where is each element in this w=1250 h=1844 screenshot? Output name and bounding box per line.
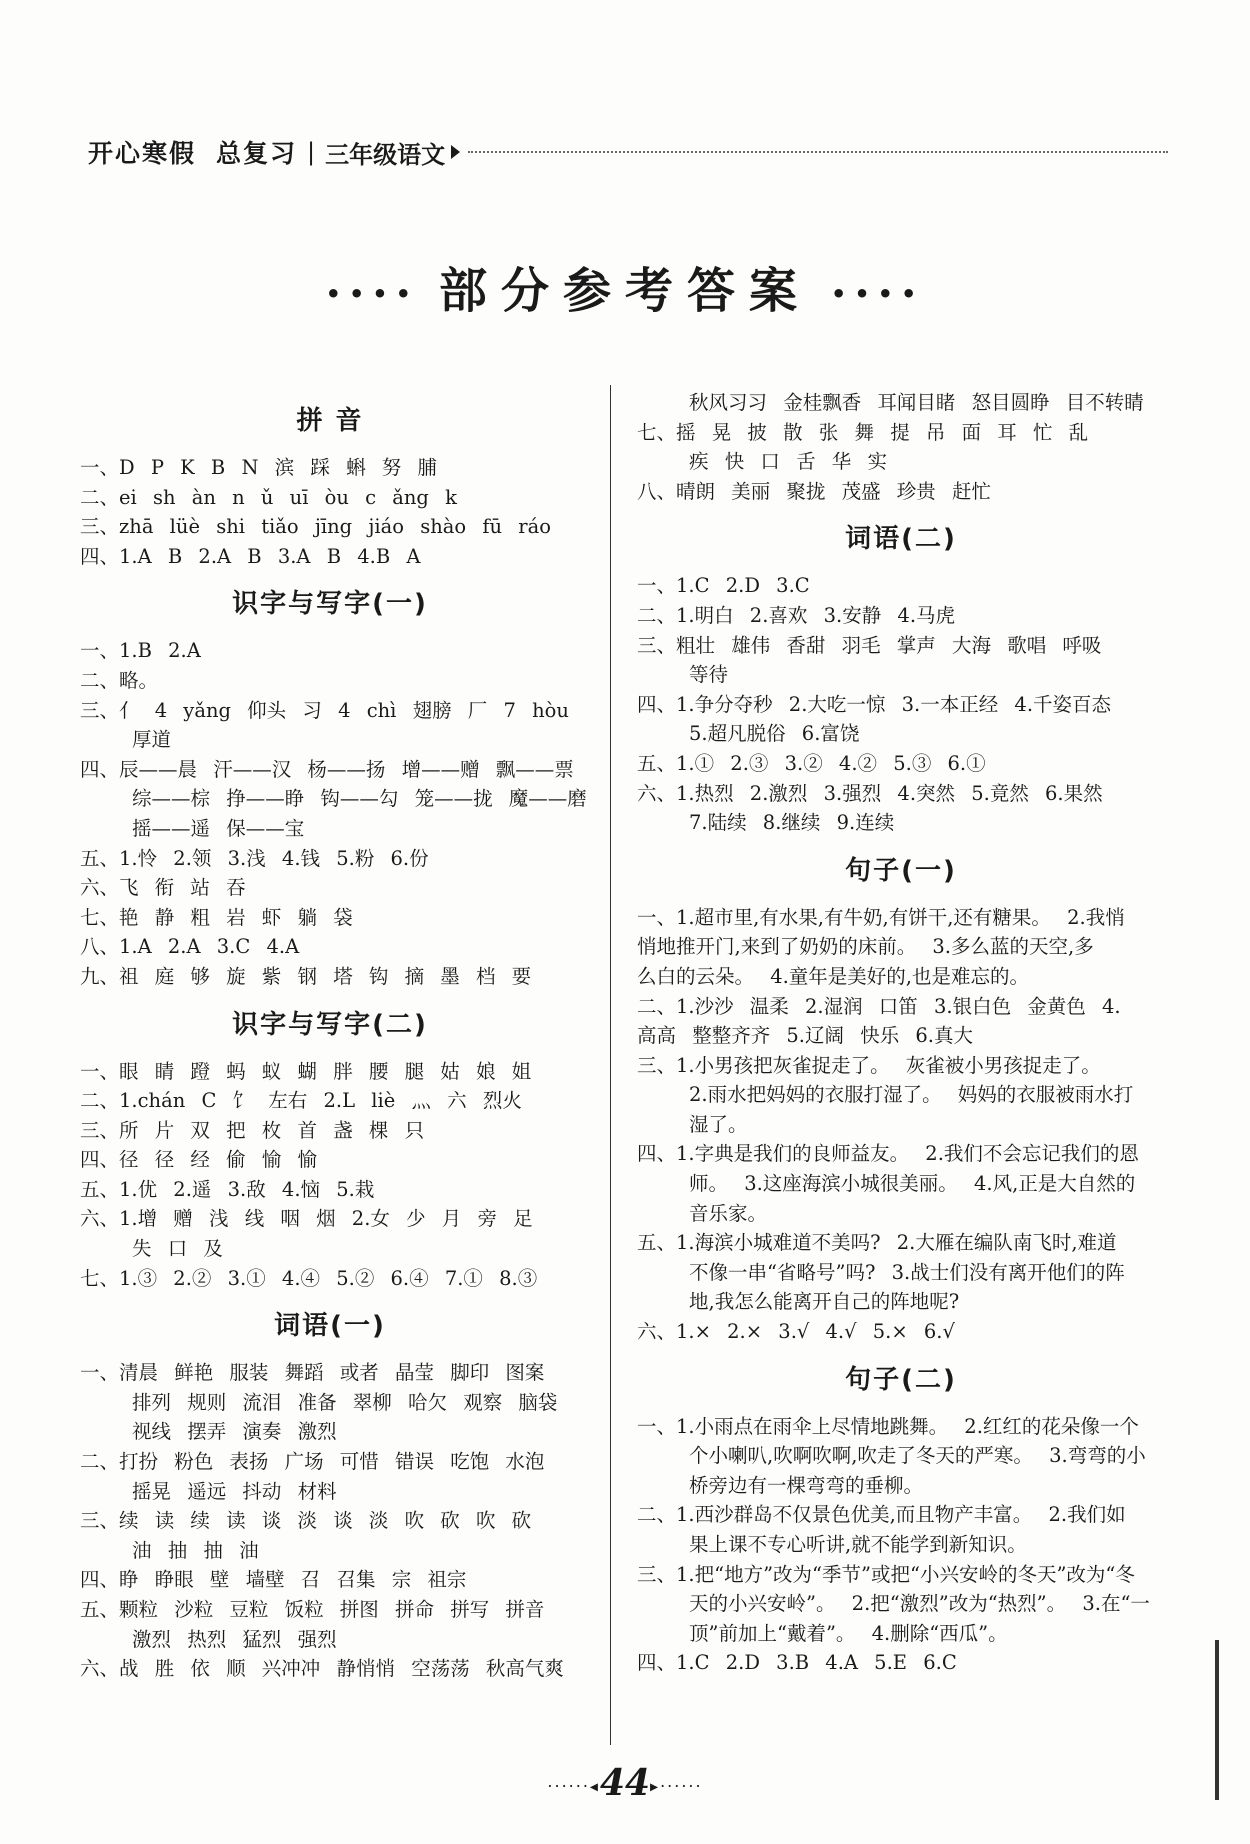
section-title: 拼 音 — [296, 406, 364, 436]
answer-line: 三、续 读 续 读 谈 淡 谈 淡 吹 砍 吹 砍 — [80, 1509, 532, 1533]
title-text: 部分参考答案 — [438, 263, 811, 319]
answer-line: 一、D P K B N 滨 踩 蝌 努 脯 — [80, 456, 438, 479]
answer-line: 七、摇 晃 披 散 张 舞 提 吊 面 耳 忙 乱 — [637, 420, 1089, 444]
answer-line: 视线 摆弄 演奏 激烈 — [132, 1420, 337, 1444]
section-title: 词语(二) — [845, 524, 957, 555]
answer-line: 顶”前加上“戴着”。 4.删除“西瓜”。 — [689, 1621, 1008, 1645]
answer-line: 等待 — [689, 663, 729, 687]
answer-line: 五、1.海滨小城难道不美吗? 2.大雁在编队南飞时,难道 — [637, 1231, 1117, 1255]
answer-line: 地,我怎么能离开自己的阵地呢? — [689, 1290, 960, 1314]
right-column — [637, 388, 1165, 1678]
answer-line: 三、1.小男孩把灰雀捉走了。 灰雀被小男孩捉走了。 — [637, 1053, 1101, 1077]
answer-line: 油 抽 抽 油 — [132, 1538, 259, 1562]
answer-line: 二、1.西沙群岛不仅景色优美,而且物产丰富。 2.我们如 — [637, 1503, 1126, 1527]
answer-section — [637, 850, 1165, 1347]
answer-line: 四、睁 睁眼 壁 墙壁 召 召集 宗 祖宗 — [80, 1568, 467, 1592]
answer-line: 三、亻 4 yǎng 仰头 习 4 chì 翅膀 厂 7 hòu — [80, 698, 569, 722]
answer-line: 二、1.chán C 饣 左右 2.L liè 灬 六 烈火 — [80, 1089, 522, 1113]
answer-line: 桥旁边有一棵弯弯的垂柳。 — [689, 1473, 924, 1497]
answer-section — [80, 583, 587, 991]
answer-line: 疾 快 口 舌 华 实 — [689, 450, 887, 474]
answer-line: 一、1.超市里,有水果,有牛奶,有饼干,还有糖果。 2.我悄 — [637, 905, 1125, 929]
answer-line: 排列 规则 流泪 准备 翠柳 哈欠 观察 脑袋 — [132, 1390, 558, 1414]
answer-line: 高高 整整齐齐 5.辽阔 快乐 6.真大 — [637, 1024, 974, 1048]
answer-line: 摇晃 遥远 抖动 材料 — [132, 1479, 337, 1503]
answer-line: 一、1.小雨点在雨伞上尽情地跳舞。 2.红红的花朵像一个 — [637, 1414, 1139, 1438]
answer-line: 五、1.怜 2.领 3.浅 4.钱 5.粉 6.份 — [80, 846, 429, 870]
answer-line: 四、辰——晨 汗——汉 杨——扬 增——赠 飘——票 — [80, 757, 574, 781]
answer-line: 7.陆续 8.继续 9.连续 — [689, 811, 895, 835]
answer-line: 5.超凡脱俗 6.富饶 — [689, 722, 860, 746]
answer-line: 五、颗粒 沙粒 豆粒 饭粒 拼图 拼命 拼写 拼音 — [80, 1598, 545, 1621]
header-subject: 三年级语文 — [325, 140, 446, 169]
margin-mark — [1215, 1640, 1219, 1800]
section-title: 词语(一) — [274, 1311, 386, 1342]
answer-line: 个小喇叭,吹啊吹啊,吹走了冬天的严寒。 3.弯弯的小 — [689, 1444, 1146, 1468]
section-title: 识字与写字(一) — [232, 589, 428, 620]
section-title: 识字与写字(二) — [232, 1009, 428, 1040]
answer-line: 六、1.× 2.× 3.√ 4.√ 5.× 6.√ — [637, 1320, 955, 1344]
answer-line: 湿了。 — [689, 1112, 748, 1136]
title-dots-left: •••• — [325, 280, 419, 308]
answer-line: 失 口 及 — [132, 1237, 223, 1261]
answer-line: 二、打扮 粉色 表扬 广场 可惜 错误 吃饱 水泡 — [80, 1450, 545, 1474]
answer-section — [637, 518, 1165, 837]
answer-line: 四、1.字典是我们的良师益友。 2.我们不会忘记我们的恩 — [637, 1142, 1139, 1166]
answer-line: 师。 3.这座海滨小城很美丽。 4.风,正是大自然的 — [689, 1172, 1136, 1196]
answer-line: 悄地推开门,来到了奶奶的床前。 3.多么蓝的天空,多 — [637, 935, 1094, 959]
answer-line: 五、1.优 2.遥 3.敌 4.恼 5.栽 — [80, 1177, 375, 1201]
answer-line: 天的小兴安岭”。 2.把“激烈”改为“热烈”。 3.在“一 — [689, 1592, 1150, 1616]
answer-line: 厚道 — [132, 728, 172, 752]
answer-line: 2.雨水把妈妈的衣服打湿了。 妈妈的衣服被雨水打 — [689, 1083, 1134, 1107]
footer-dots-right: ▸······ — [650, 1776, 703, 1796]
answer-line: 七、1.③ 2.② 3.① 4.④ 5.② 6.④ 7.① 8.③ — [80, 1266, 538, 1290]
answer-line: 六、飞 衔 站 吞 — [80, 876, 246, 900]
answer-line: 三、zhā lüè shi tiǎo jīng jiáo shào fū ráo — [80, 515, 551, 539]
answer-line: 一、清晨 鲜艳 服装 舞蹈 或者 晶莹 脚印 图案 — [80, 1361, 545, 1385]
page-header — [88, 132, 1168, 172]
answer-line: 么白的云朵。 4.童年是美好的,也是难忘的。 — [637, 964, 1030, 988]
answer-line: 秋风习习 金桂飘香 耳闻目睹 怒目圆睁 目不转睛 — [689, 391, 1144, 414]
answer-line: 四、1.C 2.D 3.B 4.A 5.E 6.C — [637, 1651, 957, 1675]
section-title: 句子(一) — [845, 855, 957, 886]
answer-line: 一、1.B 2.A — [80, 639, 201, 663]
answer-line: 四、1.A B 2.A B 3.A B 4.B A — [80, 544, 421, 568]
answer-line: 果上课不专心听讲,就不能学到新知识。 — [689, 1533, 1027, 1556]
answer-line: 五、1.① 2.③ 3.② 4.② 5.③ 6.① — [637, 751, 986, 775]
answer-line: 六、1.热烈 2.激烈 3.强烈 4.突然 5.竟然 6.果然 — [637, 781, 1103, 805]
answer-line: 二、ei sh àn n ǔ uī òu c ǎng k — [80, 485, 457, 509]
answer-line: 摇——遥 保——宝 — [132, 816, 305, 840]
answer-line: 三、1.把“地方”改为“季节”或把“小兴安岭的冬天”改为“冬 — [637, 1562, 1135, 1586]
section-title: 句子(二) — [845, 1364, 957, 1395]
answer-line: 三、粗壮 雄伟 香甜 羽毛 掌声 大海 歌唱 呼吸 — [637, 633, 1102, 657]
answer-line: 一、眼 睛 蹬 蚂 蚁 蝴 胖 腰 腿 姑 娘 姐 — [80, 1059, 532, 1083]
header-book: 总复习 — [216, 139, 298, 168]
answer-line: 八、1.A 2.A 3.C 4.A — [80, 935, 300, 959]
answer-line: 七、艳 静 粗 岩 虾 躺 袋 — [80, 905, 353, 929]
answer-line: 二、1.沙沙 温柔 2.湿润 口笛 3.银白色 金黄色 4. — [637, 994, 1121, 1018]
answer-line: 二、略。 — [80, 668, 159, 692]
arrow-right-icon — [451, 145, 460, 159]
column-divider — [610, 385, 611, 1745]
answer-line: 六、1.增 赠 浅 线 咽 烟 2.女 少 月 旁 足 — [80, 1207, 533, 1231]
page-title — [0, 252, 1250, 321]
answer-line: 四、1.争分夺秒 2.大吃一惊 3.一本正经 4.千姿百态 — [637, 692, 1112, 716]
answer-section — [80, 1305, 580, 1684]
answer-line: 音乐家。 — [689, 1201, 768, 1225]
answer-line: 八、晴朗 美丽 聚拢 茂盛 珍贵 赶忙 — [637, 479, 991, 503]
header-separator: | — [307, 138, 316, 166]
answer-line: 二、1.明白 2.喜欢 3.安静 4.马虎 — [637, 603, 956, 627]
left-column — [80, 388, 587, 1684]
answer-line: 激烈 热烈 猛烈 强烈 — [132, 1627, 337, 1651]
answer-line: 综——棕 挣——睁 钩——勾 笼——拢 魔——磨 — [132, 787, 587, 811]
answer-section — [637, 388, 1165, 506]
answer-line: 一、1.C 2.D 3.C — [637, 574, 810, 598]
page-number: 44 — [599, 1762, 651, 1804]
title-dots-right: •••• — [831, 280, 925, 308]
answer-line: 六、战 胜 依 顺 兴冲冲 静悄悄 空荡荡 秋高气爽 — [80, 1657, 564, 1681]
answer-line: 三、所 片 双 把 枚 首 盏 棵 只 — [80, 1118, 425, 1142]
answer-section — [80, 1004, 580, 1294]
answer-line: 九、祖 庭 够 旋 紫 钢 塔 钩 摘 墨 档 要 — [80, 964, 532, 988]
answer-section — [637, 1359, 1165, 1678]
answer-line: 四、径 径 经 偷 愉 愉 — [80, 1148, 317, 1172]
page-footer — [0, 1762, 1250, 1804]
footer-dots-left: ······◂ — [547, 1776, 600, 1796]
answer-line: 不像一串“省略号”吗? 3.战士们没有离开他们的阵 — [689, 1260, 1125, 1284]
header-dotted-rule — [468, 151, 1168, 153]
answer-section — [80, 400, 580, 571]
header-brand: 开心寒假 — [88, 139, 197, 168]
